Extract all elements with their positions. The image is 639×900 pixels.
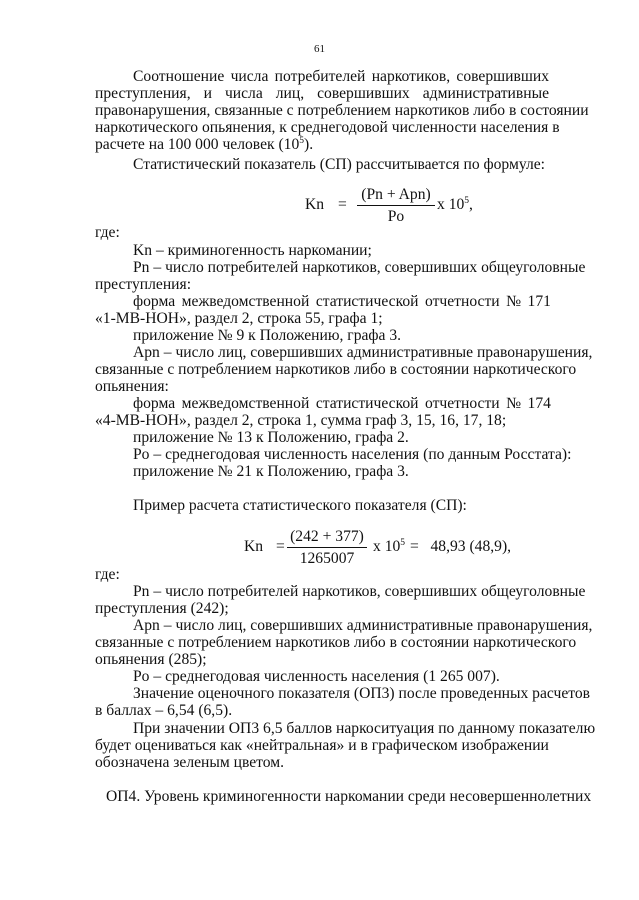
def-po: Po – среднегодовая численность населения (по данным Росстата): bbox=[133, 446, 572, 463]
formula-2-numerator: (242 + 377) bbox=[287, 528, 367, 548]
ratio-line-1: Соотношение числа потребителей наркотиков, совершивших bbox=[133, 68, 549, 85]
example-po: Po – среднегодовая численность населения (1 265 007). bbox=[133, 668, 500, 685]
def-apn-line-2: связанные с потреблением наркотиков либо в состоянии наркотического bbox=[95, 361, 577, 378]
ratio-line-2: преступления, и числа лиц, совершивших административные bbox=[95, 85, 549, 102]
formula-intro: Статистический показатель (СП) рассчитывается по формуле: bbox=[133, 156, 545, 173]
formula-2-multiplier: x $10^5$ bbox=[373, 538, 406, 555]
formula-2-denominator: 1265007 bbox=[299, 550, 355, 567]
formula-1-denominator: Po bbox=[387, 208, 405, 225]
formula-2-lhs: Kn bbox=[244, 538, 264, 555]
form-171-line-1: форма межведомственной статистической отчетности № 171 bbox=[133, 293, 551, 310]
ratio-line-4: наркотического опьянения, к среднегодовой численности населения в bbox=[95, 119, 560, 136]
example-apn-line-3: опьянения (285); bbox=[95, 651, 207, 668]
appendix-21: приложение № 21 к Положению, графа 3. bbox=[133, 463, 409, 480]
op3-value-line-1: Значение оценочного показателя (ОП3) после проведенных расчетов bbox=[133, 685, 591, 702]
formula-2-eq: = bbox=[276, 538, 285, 555]
ratio-line-3: правонарушения, связанные с потреблением наркотиков либо в состоянии bbox=[95, 102, 589, 119]
def-apn-line-3: опьянения: bbox=[95, 378, 169, 395]
formula-1-fraction bbox=[357, 186, 435, 226]
def-pn-line-1: Pn – число потребителей наркотиков, совершивших общеуголовные bbox=[133, 259, 586, 276]
form-174-line-1: форма межведомственной статистической отчетности № 174 bbox=[133, 395, 551, 412]
formula-2-result: = 48,93 (48,9), bbox=[410, 538, 512, 555]
formula-1-numerator: (Pn + Apn) bbox=[357, 186, 435, 206]
conclusion-line-1: При значении ОП3 6,5 баллов наркоситуация по данному показателю bbox=[133, 720, 596, 737]
appendix-13: приложение № 13 к Положению, графа 2. bbox=[133, 429, 409, 446]
conclusion-line-2: будет оцениваться как «нейтральная» и в графическом изображении bbox=[95, 737, 549, 754]
form-171-line-2: «1-МВ-НОН», раздел 2, строка 55, графа 1; bbox=[95, 310, 383, 327]
formula-1-eq: = bbox=[338, 196, 347, 213]
form-174-line-2: «4-МВ-НОН», раздел 2, строка 1, сумма граф 3, 15, 16, 17, 18; bbox=[95, 412, 507, 429]
example-title: Пример расчета статистического показателя (СП): bbox=[133, 497, 467, 514]
example-pn-line-1: Pn – число потребителей наркотиков, совершивших общеуголовные bbox=[133, 583, 586, 600]
example-apn-line-2: связанные с потреблением наркотиков либо в состоянии наркотического bbox=[95, 634, 577, 651]
conclusion-line-3: обозначена зеленым цветом. bbox=[95, 754, 285, 771]
op3-value-line-2: в баллах – 6,54 (6,5). bbox=[95, 702, 233, 719]
def-kn: Kn – криминогенность наркомании; bbox=[133, 242, 372, 259]
def-apn-line-1: Apn – число лиц, совершивших административные правонарушения, bbox=[133, 344, 593, 361]
example-apn-line-1: Apn – число лиц, совершивших административные правонарушения, bbox=[133, 617, 593, 634]
where-label-2: где: bbox=[95, 566, 120, 583]
example-pn-line-2: преступления (242); bbox=[95, 600, 229, 617]
appendix-9: приложение № 9 к Положению, графа 3. bbox=[133, 327, 402, 344]
page-number: 61 bbox=[314, 43, 325, 55]
formula-2-fraction bbox=[287, 528, 367, 568]
def-pn-line-2: преступления: bbox=[95, 276, 192, 293]
where-label: где: bbox=[95, 224, 120, 241]
formula-1-multiplier: x $10^5$, bbox=[437, 196, 473, 213]
ratio-line-5: расчете на 100 000 человек $(10^5)$. bbox=[95, 136, 314, 153]
formula-1-lhs: Kn bbox=[305, 196, 325, 213]
section-heading-op4: ОП4. Уровень криминогенности наркомании среди несовершеннолетних bbox=[106, 788, 592, 805]
